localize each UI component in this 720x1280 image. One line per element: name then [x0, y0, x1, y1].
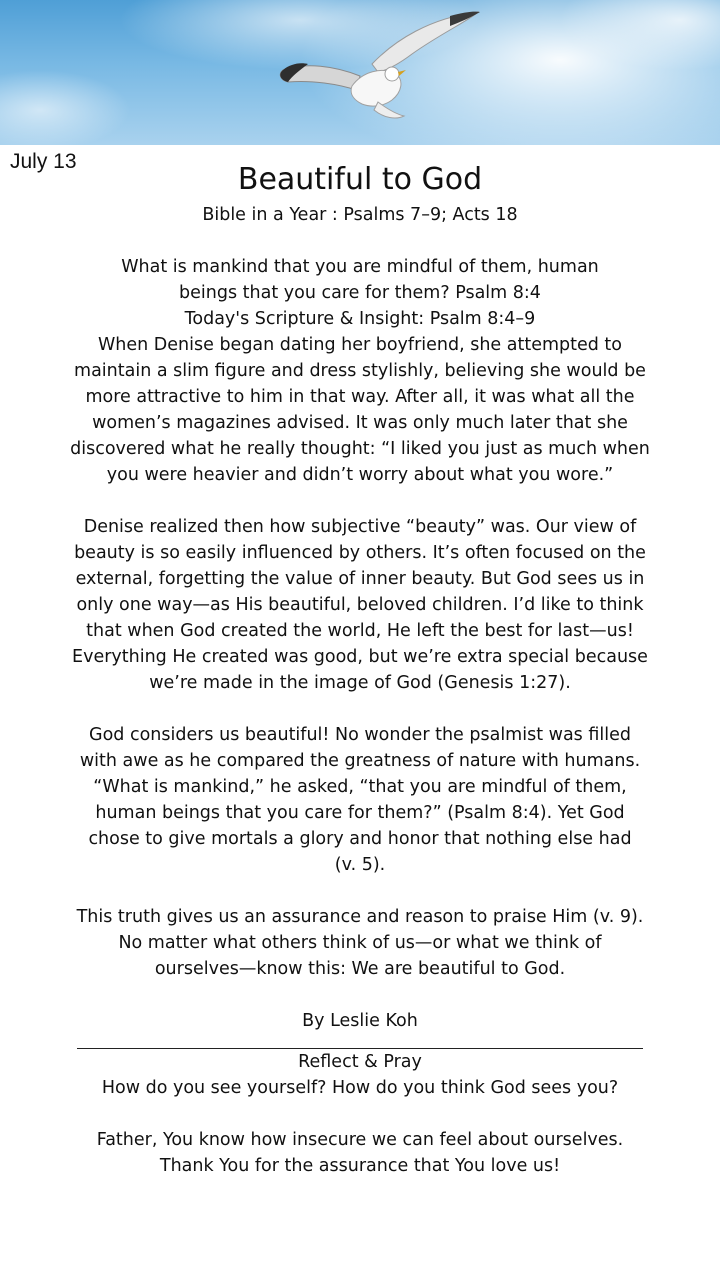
seagull-sky-illustration [0, 0, 720, 145]
devotional-date: July 13 [10, 150, 77, 173]
reflect-question: How do you see yourself? How do you think God sees you? [101, 1078, 619, 1098]
key-verse-line: What is mankind that you are mindful of them, human [121, 257, 599, 277]
reflect-heading: Reflect & Pray [298, 1052, 422, 1072]
bible-in-a-year: Bible in a Year : Psalms 7–9; Acts 18 [202, 205, 518, 225]
body-paragraph-4: This truth gives us an assurance and reason to praise Him (v. 9). No matter what others think of us—or what we think of ourselves—know this: We are beautiful to God. [76, 907, 644, 979]
header-banner-image [0, 0, 720, 145]
body-paragraph-1: When Denise began dating her boyfriend, she attempted to maintain a slim figure and dress stylishly, believing she would be more attractive to him in that way. After all, it was what all the women’s magazines advised. It was only much later that she discovered what he really thought: “I liked you just as much when you were heavier and didn’t worry about what you wore.” [70, 335, 650, 485]
body-paragraph-2: Denise realized then how subjective “beauty” was. Our view of beauty is so easily influenced by others. It’s often focused on the external, forgetting the value of inner beauty. But God sees us in only one way—as His beautiful, beloved children. I’d like to think that when God created the world, He left the best for last—us! Everything He created was good, but we’re extra special because we’re made in the image of God (Genesis 1:27). [72, 517, 648, 693]
devotional-content [70, 156, 650, 1179]
closing-prayer: Father, You know how insecure we can feel about ourselves. Thank You for the assurance that You love us! [96, 1130, 624, 1176]
scripture-insight: Today's Scripture & Insight: Psalm 8:4–9 [184, 309, 536, 329]
key-verse-line: beings that you care for them? Psalm 8:4 [179, 283, 541, 303]
cloud-shape [0, 70, 130, 145]
body-paragraph-3: God considers us beautiful! No wonder the psalmist was filled with awe as he compared the greatness of nature with humans. “What is mankind,” he asked, “that you are mindful of them, human beings that you care for them?” (Psalm 8:4). Yet God chose to give mortals a glory and honor that nothing else had (v. 5). [79, 725, 641, 875]
devotional-title: Beautiful to God [237, 162, 483, 197]
key-verse-block [76, 254, 644, 332]
author-byline: By Leslie Koh [302, 1011, 418, 1031]
